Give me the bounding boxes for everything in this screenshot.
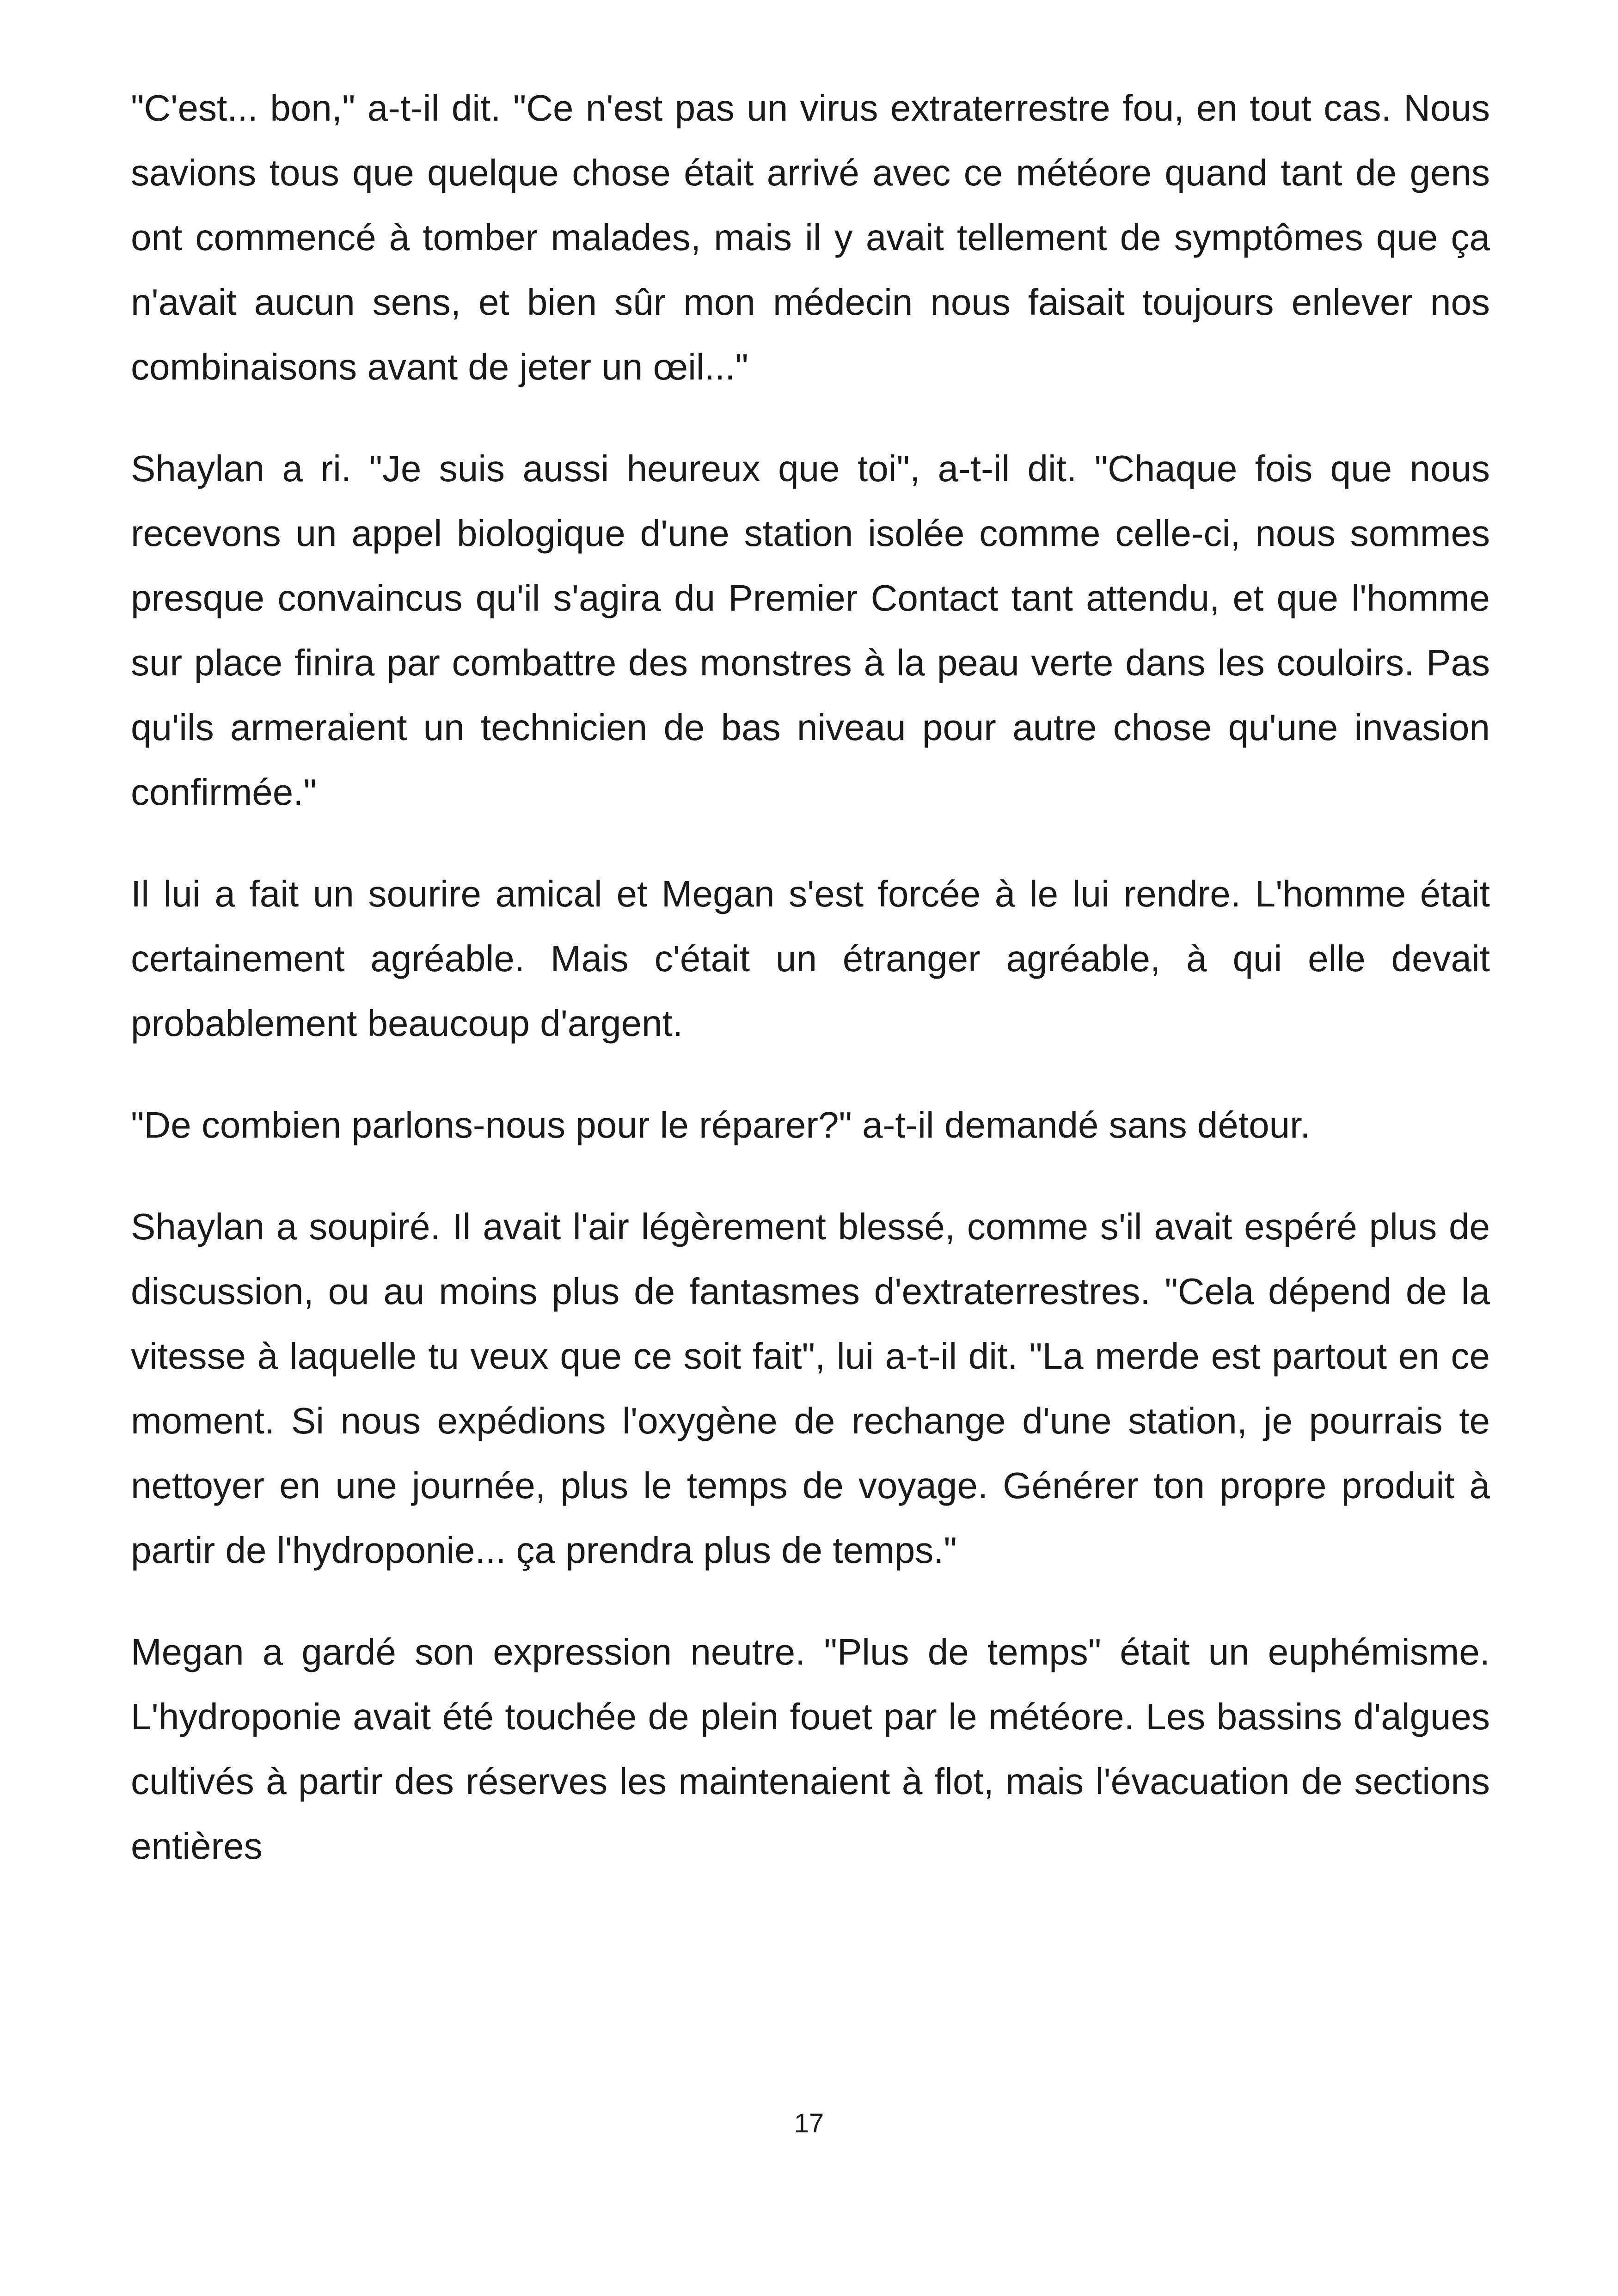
paragraph: Shaylan a ri. "Je suis aussi heureux que toi", a-t-il dit. "Chaque fois que nous recevons un appel biologique d'une station isolée comme celle-ci, nous sommes presque convaincus qu'il s'agira du Premier Contact tant attendu, et que l'homme sur place finira par combattre des monstres à la peau verte dans les couloirs. Pas qu'ils armeraient un technicien de bas niveau pour autre chose qu'une invasion confirmée." [131, 448, 1490, 813]
paragraph: Il lui a fait un sourire amical et Megan s'est forcée à le lui rendre. L'homme était certainement agréable. Mais c'était un étranger agréable, à qui elle devait probablement beaucoup d'argent. [131, 873, 1490, 1044]
paragraph-continued: Megan a gardé son expression neutre. "Plus de temps" était un euphémisme. L'hydroponie avait été touchée de plein fouet par le météore. Les bassins d'algues cultivés à partir des réserves les maintenaient à flot, mais l'évacuation de sections entières [131, 1631, 1490, 1867]
body-text [131, 76, 1490, 1879]
paragraph: Shaylan a soupiré. Il avait l'air légèrement blessé, comme s'il avait espéré plus de discussion, ou au moins plus de fantasmes d'extraterrestres. "Cela dépend de la vitesse à laquelle tu veux que ce soit fait", lui a-t-il dit. "La merde est partout en ce moment. Si nous expédions l'oxygène de rechange d'une station, je pourrais te nettoyer en une journée, plus le temps de voyage. Générer ton propre produit à partir de l'hydroponie... ça prendra plus de temps." [131, 1206, 1490, 1571]
page-number: 17 [794, 2108, 824, 2138]
paragraph: "C'est... bon," a-t-il dit. "Ce n'est pas un virus extraterrestre fou, en tout cas. Nous savions tous que quelque chose était arrivé avec ce météore quand tant de gens ont commencé à tomber malades, mais il y avait tellement de symptômes que ça n'avait aucun sens, et bien sûr mon médecin nous faisait toujours enlever nos combinaisons avant de jeter un œil..." [131, 87, 1490, 387]
paragraph: "De combien parlons-nous pour le réparer?" a-t-il demandé sans détour. [131, 1104, 1311, 1145]
